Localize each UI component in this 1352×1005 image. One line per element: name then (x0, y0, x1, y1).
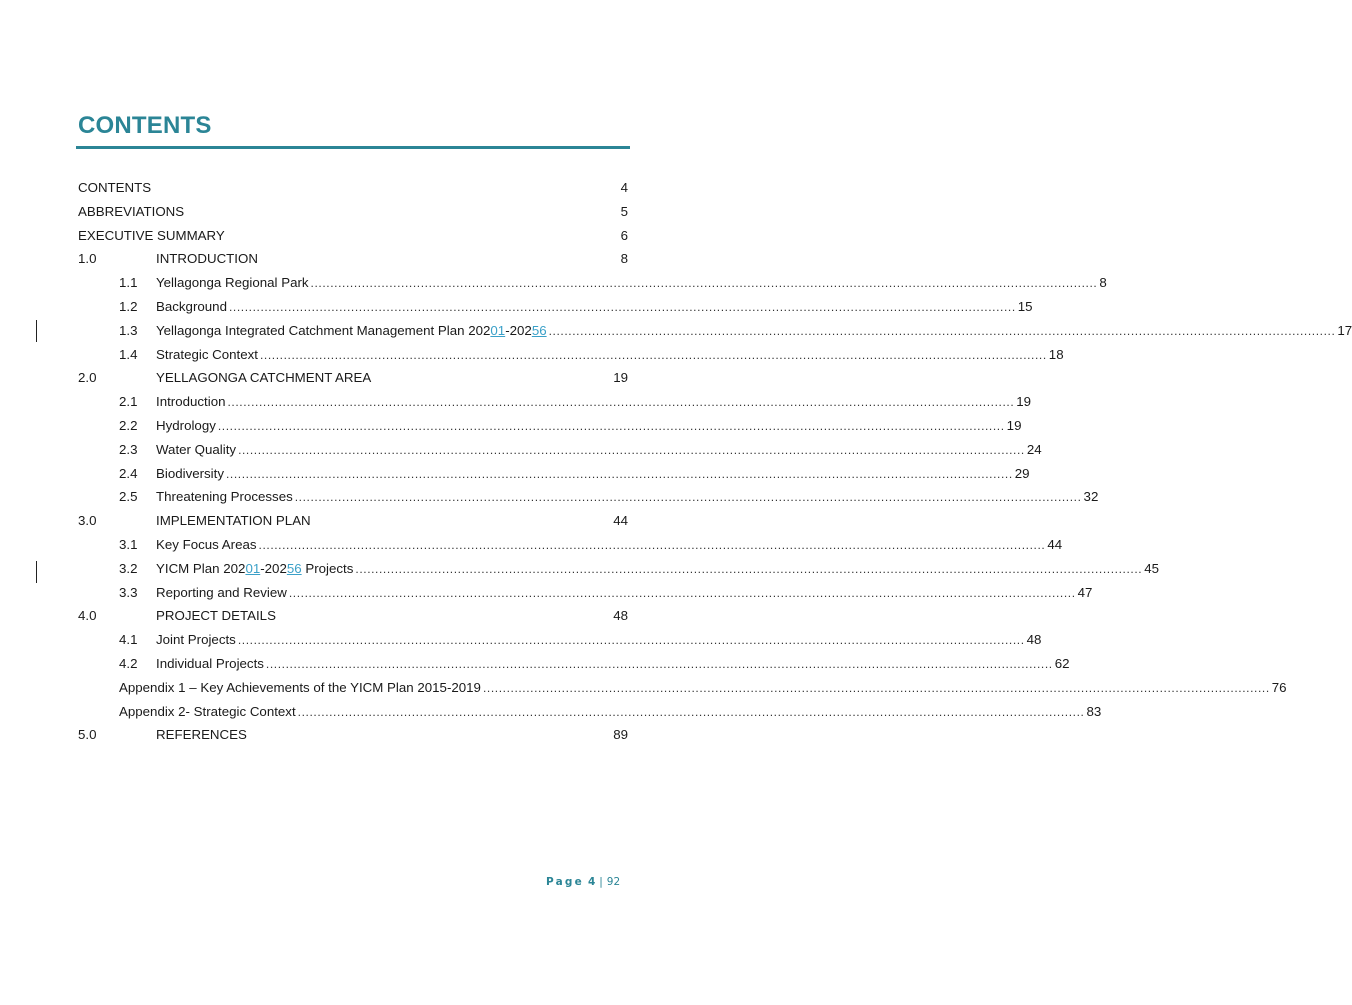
toc-entry[interactable] (78, 606, 628, 626)
toc-entry-label: YICM Plan 20201-20256 Projects (156, 560, 354, 576)
toc-entry-number: 1.3 (119, 322, 138, 338)
toc-entry[interactable] (119, 392, 1032, 412)
toc-entry-number: 2.2 (119, 418, 138, 433)
page-footer (546, 876, 620, 888)
toc-entry-page: 32 (1083, 489, 1099, 505)
dot-leader: ........................................................................................................................................................................................................ (310, 276, 1098, 291)
toc-entry-number: 2.4 (119, 465, 138, 481)
toc-entry-page: 8 (1099, 275, 1107, 291)
toc-entry-number: 2.5 (119, 489, 138, 505)
toc-entry-page: 44 (613, 513, 628, 529)
revision-mark: 56 (531, 322, 547, 338)
toc-entry-page: 83 (1086, 703, 1102, 719)
toc-entry[interactable] (119, 487, 1099, 507)
change-bar-marker (36, 320, 37, 342)
toc-entry[interactable] (119, 345, 1064, 365)
toc-entry-number: 4.0 (78, 608, 97, 624)
toc-entry-number: 3.0 (78, 513, 97, 529)
toc-entry-label: Background (156, 299, 227, 314)
toc-entry[interactable] (119, 702, 1102, 722)
footer-total-pages: 92 (606, 876, 621, 888)
toc-entry[interactable] (78, 226, 628, 246)
toc-entry[interactable] (119, 321, 1352, 341)
toc-entry-number: 5.0 (78, 727, 97, 743)
toc-entry-label: Yellagonga Regional Park (156, 275, 309, 291)
toc-entry-label: Biodiversity (156, 465, 224, 481)
toc-entry-number: 3.2 (119, 560, 138, 576)
toc-entry-page: 29 (1014, 465, 1030, 481)
toc-entry[interactable] (119, 535, 1063, 555)
toc-entry[interactable] (78, 249, 628, 269)
toc-entry-page: 19 (613, 370, 628, 386)
page-title: CONTENTS (78, 112, 212, 139)
toc-entry-label: Introduction (156, 394, 226, 410)
toc-entry-label: Joint Projects (156, 632, 236, 648)
toc-entry[interactable] (119, 654, 1070, 674)
toc-entry[interactable] (119, 678, 1287, 698)
toc-entry[interactable] (119, 559, 1159, 579)
toc-entry-page: 19 (1016, 394, 1032, 410)
toc-entry-number: 1.0 (78, 251, 97, 267)
toc-entry-page: 45 (1144, 560, 1159, 576)
toc-entry-label: YELLAGONGA CATCHMENT AREA (156, 370, 372, 386)
dot-leader: ........................................................................................................................................................................................................ (237, 633, 1025, 648)
toc-entry-page: 8 (620, 251, 628, 267)
toc-entry-page: 48 (613, 608, 628, 624)
toc-entry[interactable] (119, 583, 1093, 603)
toc-entry-label: Water Quality (156, 441, 237, 457)
toc-entry-number: 2.0 (78, 370, 97, 386)
title-rule (76, 146, 630, 149)
toc-entry-page: 76 (1271, 679, 1287, 695)
dot-leader: ........................................................................................................................................................................................................ (238, 442, 1025, 457)
toc-entry-page: 18 (1048, 346, 1064, 362)
dot-leader: ........................................................................................................................................................................................................ (548, 323, 1336, 338)
dot-leader: ........................................................................................................................................................................................................ (225, 466, 1013, 481)
toc-entry-number: 4.1 (119, 632, 138, 648)
revision-mark: 56 (286, 560, 302, 576)
toc-entry-page: 44 (1047, 537, 1063, 552)
footer-separator: | (599, 876, 603, 888)
toc-entry-page: 19 (1006, 418, 1022, 433)
revision-mark: 01 (490, 322, 506, 338)
dot-leader: ........................................................................................................................................................................................................ (294, 490, 1082, 505)
toc-entry-page: 15 (1017, 299, 1033, 314)
toc-entry-number: 4.2 (119, 656, 138, 671)
toc-entry-page: 89 (613, 727, 628, 743)
toc-entry-page: 5 (620, 203, 628, 219)
toc-entry[interactable] (78, 368, 628, 388)
toc-entry[interactable] (78, 178, 628, 198)
dot-leader: ........................................................................................................................................................................................................ (482, 680, 1270, 695)
dot-leader: ........................................................................................................................................................................................................ (228, 300, 1016, 314)
toc-entry-label: Strategic Context (156, 346, 258, 362)
toc-entry[interactable] (119, 464, 1030, 484)
toc-entry-label: EXECUTIVE SUMMARY (78, 227, 225, 243)
toc-entry-label: Yellagonga Integrated Catchment Management Plan 20201-20256 (156, 322, 547, 338)
toc-entry-label: Appendix 1 – Key Achievements of the YICM Plan 2015-2019 (119, 679, 481, 695)
footer-page-number: 4 (587, 876, 596, 888)
toc-entry-number: 2.1 (119, 394, 138, 410)
toc-entry-number: 1.4 (119, 346, 138, 362)
toc-entry-label: IMPLEMENTATION PLAN (156, 513, 311, 529)
toc-entry[interactable] (78, 725, 628, 745)
toc-entry-page: 4 (620, 180, 628, 195)
toc-entry-label: Key Focus Areas (156, 537, 257, 552)
toc-entry-label: ABBREVIATIONS (78, 203, 185, 219)
change-bar-marker (36, 561, 37, 583)
toc-entry[interactable] (78, 511, 628, 531)
toc-entry-label: REFERENCES (156, 727, 247, 743)
revision-mark: 01 (245, 560, 261, 576)
dot-leader: ........................................................................................................................................................................................................ (227, 395, 1015, 410)
toc-entry-page: 62 (1054, 656, 1070, 671)
dot-leader: ........................................................................................................................................................................................................ (217, 419, 1005, 433)
toc-entry-label: Threatening Processes (156, 489, 293, 505)
dot-leader: ........................................................................................................................................................................................................ (297, 704, 1085, 719)
toc-entry-number: 3.3 (119, 584, 138, 600)
toc-entry-number: 1.1 (119, 275, 138, 291)
toc-entry-label: CONTENTS (78, 180, 152, 195)
toc-entry[interactable] (119, 630, 1042, 650)
toc-entry-label: PROJECT DETAILS (156, 608, 276, 624)
toc-entry-label: Appendix 2- Strategic Context (119, 703, 296, 719)
dot-leader: ........................................................................................................................................................................................................ (288, 585, 1076, 600)
dot-leader: ........................................................................................................................................................................................................ (260, 347, 1047, 362)
toc-entry-page: 24 (1026, 441, 1042, 457)
toc-entry-label: INTRODUCTION (156, 251, 258, 267)
toc-entry-label: Hydrology (156, 418, 216, 433)
toc-entry-label: Reporting and Review (156, 584, 287, 600)
toc-entry-number: 3.1 (119, 537, 138, 552)
toc-entry[interactable] (78, 202, 628, 222)
toc-entry-number: 2.3 (119, 441, 138, 457)
dot-leader: ........................................................................................................................................................................................................ (265, 657, 1053, 671)
toc-entry-page: 6 (620, 227, 628, 243)
dot-leader: ........................................................................................................................................................................................................ (355, 561, 1143, 576)
toc-entry[interactable] (119, 440, 1042, 460)
toc-entry-label: Individual Projects (156, 656, 264, 671)
toc-entry[interactable] (119, 273, 1107, 293)
toc-entry-page: 17 (1337, 322, 1352, 338)
toc-entry[interactable] (119, 416, 1022, 436)
dot-leader: ........................................................................................................................................................................................................ (258, 538, 1046, 552)
toc-entry-number: 1.2 (119, 299, 138, 314)
toc-entry-page: 47 (1077, 584, 1093, 600)
footer-page-word: Page (546, 876, 584, 888)
toc-entry-page: 48 (1026, 632, 1042, 648)
toc-entry[interactable] (119, 297, 1033, 317)
